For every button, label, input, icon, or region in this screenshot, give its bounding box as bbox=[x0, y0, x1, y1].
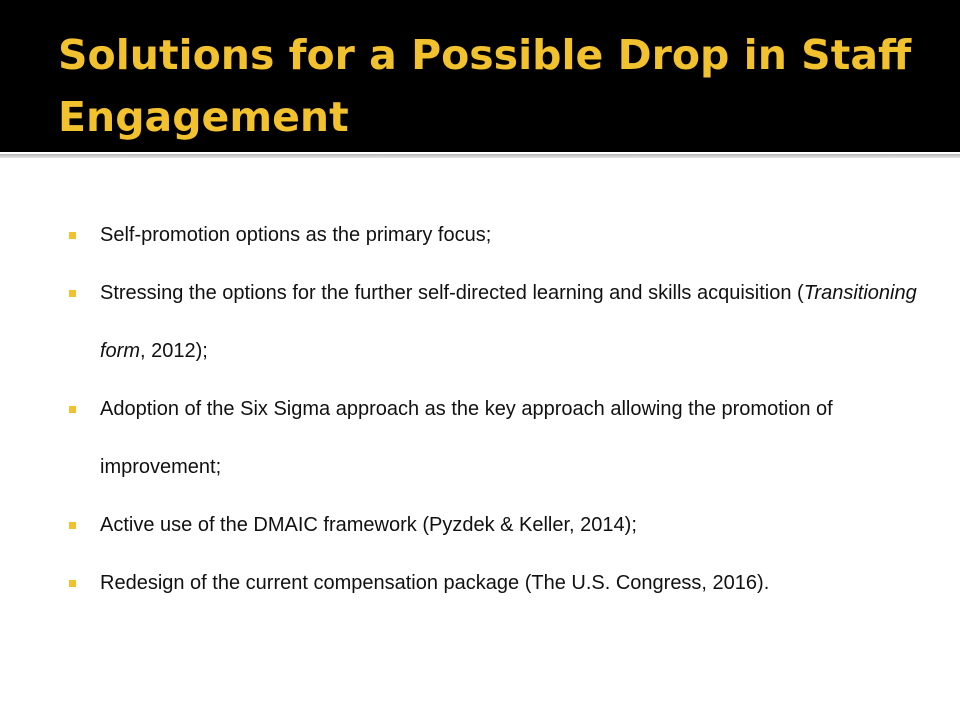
bullet-text: Adoption of the Six Sigma approach as the key approach allowing the promotion of improvement; bbox=[100, 398, 833, 478]
bullet-text: Redesign of the current compensation package (The U.S. Congress, 2016). bbox=[100, 572, 770, 594]
bullet-list bbox=[66, 206, 926, 612]
square-bullet-icon bbox=[69, 406, 76, 413]
bullet-item-3 bbox=[66, 380, 926, 496]
bullet-item-1 bbox=[66, 206, 926, 264]
title-divider bbox=[0, 154, 960, 158]
bullet-text-part: , 2012); bbox=[140, 340, 208, 362]
title-bar bbox=[0, 0, 960, 152]
bullet-text-part: Stressing the options for the further self-directed learning and skills acquisition ( bbox=[100, 282, 804, 304]
bullet-item-5 bbox=[66, 554, 926, 612]
bullet-text: Self-promotion options as the primary focus; bbox=[100, 224, 492, 246]
bullet-item-2 bbox=[66, 264, 926, 380]
bullet-text: Active use of the DMAIC framework (Pyzdek & Keller, 2014); bbox=[100, 514, 637, 536]
square-bullet-icon bbox=[69, 580, 76, 587]
bullet-item-4 bbox=[66, 496, 926, 554]
bullet-text-citation-italic: Transitioning form bbox=[100, 282, 917, 362]
square-bullet-icon bbox=[69, 290, 76, 297]
square-bullet-icon bbox=[69, 232, 76, 239]
square-bullet-icon bbox=[69, 522, 76, 529]
slide-title: Solutions for a Possible Drop in Staff Engagement bbox=[58, 31, 912, 141]
